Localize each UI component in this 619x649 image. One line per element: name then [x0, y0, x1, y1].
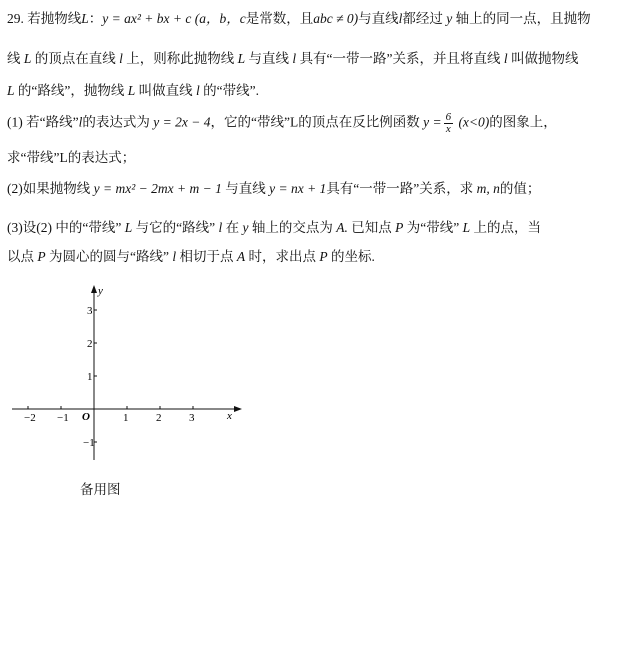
math: l [398, 11, 403, 26]
text: 上的点，当 [473, 220, 541, 235]
text: 求“带线”L的表达式； [7, 150, 136, 165]
math: l [218, 220, 223, 235]
text: 若抛物线 [27, 11, 82, 26]
math: L [124, 220, 133, 235]
coordinate-graph [8, 282, 248, 467]
text: 时，求出点 [248, 249, 316, 264]
problem-number: 29. [7, 11, 24, 26]
math: L [237, 51, 246, 66]
text: 叫做直线 [138, 83, 193, 98]
math: l [172, 249, 177, 264]
line-equation: y = nx + 1 [269, 181, 327, 196]
text: 是常数，且 [245, 11, 314, 26]
math: l [196, 83, 200, 98]
text: ，它的“带线”L的顶点在反比例函数 [210, 114, 420, 130]
text: 与它的“路线” [135, 220, 216, 235]
text: 叫做抛物线 [511, 51, 579, 66]
x-axis-label: x [227, 410, 232, 422]
fraction [444, 112, 454, 135]
problem-line-3 [7, 82, 259, 100]
x-tick-label: 3 [189, 412, 195, 424]
text: 为“带线” [406, 220, 460, 235]
text: 的坐标. [331, 249, 375, 264]
x-tick-label: 2 [156, 412, 162, 424]
part1-line-2 [7, 149, 135, 167]
parabola-equation: y = ax² + bx + c (a，b，c [102, 11, 246, 26]
text: 具有“一带一路”关系，求 [326, 181, 474, 196]
math: y [242, 220, 249, 235]
text: (1) 若“路线” [7, 114, 79, 130]
text: 上，则称此抛物线 [126, 51, 235, 66]
math: L [23, 51, 32, 66]
text: 轴上的同一点，且抛物 [455, 11, 591, 26]
origin-label: O [82, 411, 90, 423]
text: 为圆心的圆与“路线” [49, 249, 169, 264]
text: (3)设(2) 中的“带线” [7, 220, 122, 235]
text: 轴上的交点为 [251, 220, 333, 235]
text: 的值； [499, 181, 541, 196]
math: A [236, 249, 246, 264]
graph-caption: 备用图 [80, 482, 121, 497]
math: A. [336, 220, 348, 235]
fraction-denominator: x [445, 123, 451, 135]
text: 与直线 [225, 181, 266, 196]
y-tick-label: −1 [83, 437, 95, 449]
fraction-numerator: 6 [445, 111, 452, 123]
part1-line-1 [7, 112, 557, 135]
math: P [37, 249, 46, 264]
text: 的顶点在直线 [34, 51, 116, 66]
math: m, n [476, 181, 500, 196]
y-tick-label: 2 [87, 338, 93, 350]
y-ticks [83, 305, 97, 449]
math: l [292, 51, 297, 66]
x-tick-label: −1 [57, 412, 69, 424]
math: y [446, 11, 453, 26]
text: 在 [225, 220, 240, 235]
math: P [395, 220, 404, 235]
text: 相切于点 [179, 249, 234, 264]
condition: (x<0) [458, 114, 490, 130]
text: 与直线 [248, 51, 290, 66]
parabola-equation: y = mx² − 2mx + m − 1 [93, 181, 222, 196]
problem-line-2 [7, 50, 579, 68]
text: 的“路线”，抛物线 [17, 83, 125, 98]
math: L [127, 83, 136, 98]
text: 都经过 [402, 11, 443, 26]
x-tick-label: 1 [123, 412, 129, 424]
x-tick-label: −2 [24, 412, 36, 424]
text: ： [88, 11, 103, 26]
math: L [462, 220, 471, 235]
y-tick-label: 1 [87, 371, 93, 383]
route-equation: y = 2x − 4 [153, 114, 211, 130]
text: 与直线 [358, 11, 399, 26]
y-tick-label: 3 [87, 305, 93, 317]
text: 的图象上， [489, 114, 557, 130]
part3-line-2 [7, 248, 375, 266]
text: (2)如果抛物线 [7, 181, 91, 196]
text: 的表达式为 [82, 114, 150, 130]
math: l [119, 51, 123, 66]
y-axis-label: y [98, 285, 103, 297]
math: L [7, 83, 15, 98]
part2-line [7, 180, 540, 198]
text: 线 [7, 51, 21, 66]
condition: abc ≠ 0) [313, 11, 359, 26]
problem-line-1 [7, 10, 591, 28]
math: l [503, 51, 508, 66]
text: 的“带线”. [203, 83, 260, 98]
math: y = [423, 114, 442, 130]
math: L [81, 11, 89, 26]
text: 具有“一带一路”关系，并且将直线 [299, 51, 501, 66]
math: P [319, 249, 328, 264]
text: 已知点 [351, 220, 392, 235]
part3-line-1 [7, 219, 541, 237]
math: l [78, 114, 83, 130]
text: 以点 [7, 249, 34, 264]
